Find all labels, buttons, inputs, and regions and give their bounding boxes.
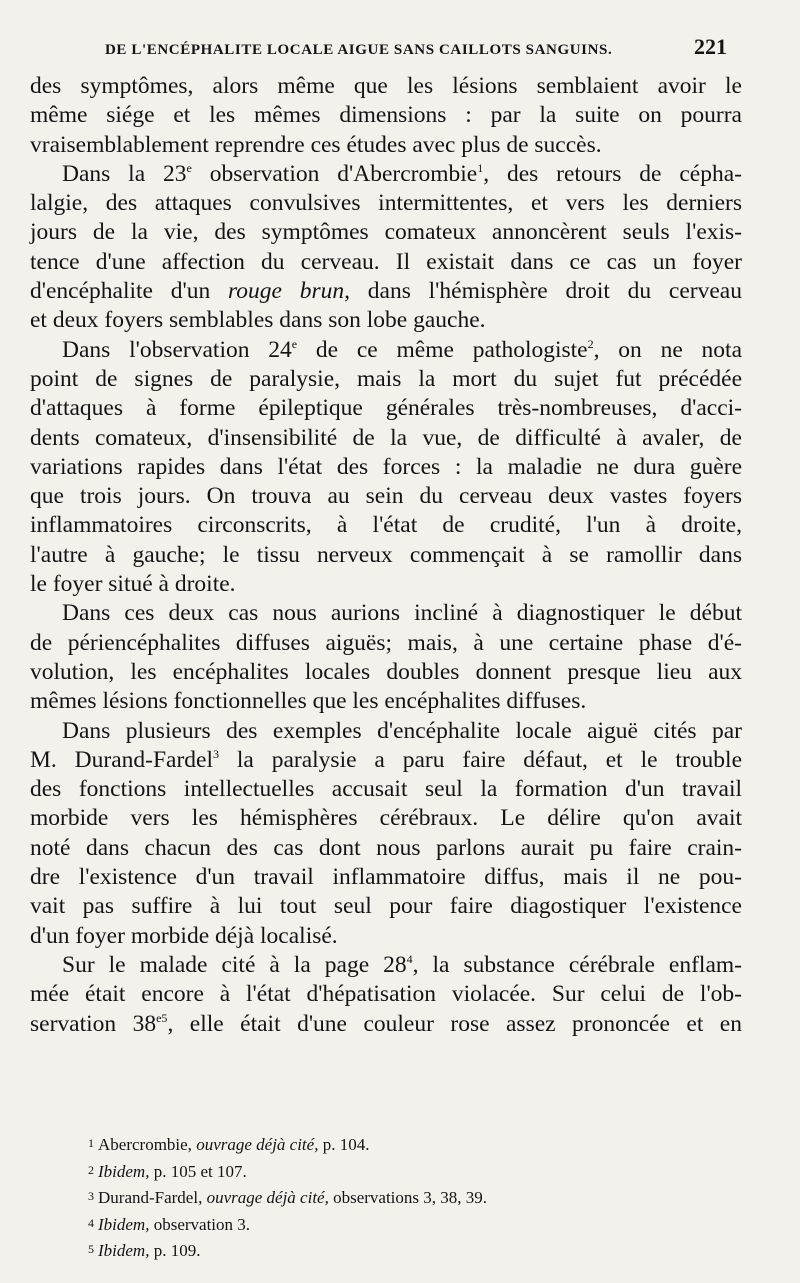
text-run: M. Durand-Fardel [30, 746, 213, 773]
text-run: observation d'Abercrombie [191, 160, 478, 187]
text-run: tence d'une affection du cerveau. Il existait dans ce cas un foyer [30, 248, 742, 275]
text-run: noté dans chacun des cas dont nous parlons aurait pu faire crain- [30, 834, 742, 861]
footnote-ref: 1 [477, 160, 484, 175]
footnote [88, 1131, 748, 1158]
text-run: Durand-Fardel, [98, 1188, 207, 1207]
text-run: , elle était d'une couleur rose assez prononcée et en [167, 1010, 742, 1037]
text-line [30, 599, 742, 628]
italic-text: ouvrage déjà cité, [196, 1135, 319, 1154]
text-line [30, 482, 742, 511]
text-run: vait pas suffire à lui tout seul pour faire diagostiquer l'existence [30, 893, 742, 920]
text-line [30, 863, 742, 892]
text-run: , on ne nota [593, 336, 742, 363]
page-header [105, 34, 727, 60]
text-line [30, 1010, 742, 1039]
text-run: , des retours de cépha- [483, 160, 742, 187]
text-line [30, 365, 742, 394]
text-run: Dans ces deux cas nous aurions incliné à diagnostiquer le début [62, 600, 742, 627]
text-line [30, 277, 742, 306]
text-line [30, 336, 742, 365]
footnote-ref: 3 [213, 746, 219, 761]
text-run: la paralysie a paru faire défaut, et le trouble [219, 746, 742, 773]
text-run: Dans plusieurs des exemples d'encéphalite locale aiguë cités par [62, 717, 742, 744]
text-line [30, 306, 742, 335]
text-line [30, 717, 742, 746]
italic-text: Ibidem, [98, 1214, 150, 1234]
italic-text: rouge brun, [228, 278, 351, 305]
text-run: morbide vers les hémisphères cérébraux. Le délire qu'on avait [30, 805, 742, 832]
footnote [88, 1184, 748, 1211]
text-line [30, 394, 742, 423]
text-run: volution, les encéphalites locales doubles donnent presque lieu aux [30, 658, 742, 685]
text-line [30, 541, 742, 570]
text-line [30, 775, 742, 804]
italic-text: ouvrage déjà cité, [206, 1188, 329, 1207]
footnote-mark: 5 [88, 1242, 94, 1256]
text-run: jours de la vie, des symptômes comateux annoncèrent seuls l'exis- [30, 219, 742, 246]
text-line [30, 922, 742, 951]
text-line [30, 658, 742, 687]
text-run: , la substance cérébrale enflam- [412, 951, 742, 978]
text-run: dans l'hémisphère droit du cerveau [350, 278, 742, 305]
text-line [30, 804, 742, 833]
text-line [30, 892, 742, 921]
text-run: et deux foyers semblables dans son lobe gauche. [30, 307, 486, 334]
text-run: d'encéphalite d'un [30, 278, 229, 305]
text-run: que trois jours. On trouva au sein du cerveau deux vastes foyers [30, 483, 742, 510]
footnote-ref: e [291, 336, 298, 351]
text-line [30, 511, 742, 540]
text-run: p. 109. [149, 1241, 201, 1260]
text-run: même siége et les mêmes dimensions : par la suite on pourra [30, 102, 742, 129]
text-line [30, 687, 742, 716]
text-run: d'un foyer morbide déjà localisé. [30, 922, 338, 949]
footnote-mark: 2 [88, 1162, 94, 1177]
text-line [30, 72, 742, 101]
footnote [88, 1211, 748, 1238]
text-run: point de signes de paralysie, mais la mort du sujet fut précédée [30, 365, 742, 392]
text-run: p. 104. [318, 1135, 370, 1154]
italic-text: Ibidem, [98, 1241, 150, 1260]
text-run: observation 3. [149, 1214, 251, 1234]
text-run: mêmes lésions fonctionnelles que les encéphalites diffuses. [30, 688, 587, 715]
text-run: inflammatoires circonscrits, à l'état de crudité, l'un à droite, [30, 512, 742, 539]
text-line [30, 248, 742, 277]
text-run: des symptômes, alors même que les lésions semblaient avoir le [30, 73, 742, 99]
text-line [30, 131, 742, 160]
text-line [30, 629, 742, 658]
footnote [88, 1158, 748, 1185]
footnote-mark: 1 [88, 1136, 94, 1150]
text-run: l'autre à gauche; le tissu nerveux commençait à se ramollir dans [30, 541, 742, 568]
footnote [88, 1237, 748, 1264]
text-run: observations 3, 38, 39. [328, 1188, 488, 1207]
footnotes [88, 1131, 748, 1264]
text-line [30, 951, 742, 980]
text-line [30, 218, 742, 247]
text-line [30, 746, 742, 775]
text-run: lalgie, des attaques convulsives intermittentes, et vers les derniers [30, 190, 742, 217]
text-run: dents comateux, d'insensibilité de la vue, de difficulté à avaler, de [30, 424, 742, 451]
body-text [30, 72, 742, 1039]
text-run: d'attaques à forme épileptique générales très-nombreuses, d'acci- [30, 395, 742, 422]
text-run: le foyer situé à droite. [30, 571, 236, 598]
footnote-ref: e [186, 160, 192, 175]
text-line [30, 160, 742, 189]
footnote-ref: 2 [587, 336, 594, 351]
running-head: DE L'ENCÉPHALITE LOCALE AIGUE SANS CAILLOTS SANGUINS. [105, 42, 613, 58]
text-run: servation 38 [30, 1010, 157, 1037]
text-line [30, 834, 742, 863]
text-run: variations rapides dans l'état des forces : la maladie ne dura guère [30, 453, 742, 480]
text-run: vraisemblablement reprendre ces études avec plus de succès. [30, 131, 602, 158]
footnote-ref: 4 [406, 951, 413, 966]
text-line [30, 980, 742, 1009]
footnote-mark: 4 [88, 1215, 94, 1230]
text-run: de périencéphalites diffuses aiguës; mais, à une certaine phase d'é- [30, 629, 742, 656]
footnote-ref: e5 [156, 1010, 168, 1025]
text-run: dre l'existence d'un travail inflammatoire diffus, mais il ne pou- [30, 864, 742, 891]
text-run: des fonctions intellectuelles accusait seul la formation d'un travail [30, 776, 742, 803]
text-run: Dans l'observation 24 [62, 336, 292, 363]
text-line [30, 101, 742, 130]
text-line [30, 189, 742, 218]
text-run: p. 105 et 107. [149, 1161, 247, 1181]
text-run: mée était encore à l'état d'hépatisation violacée. Sur celui de l'ob- [30, 981, 742, 1008]
text-line [30, 453, 742, 482]
italic-text: Ibidem, [98, 1161, 150, 1181]
page-number: 221 [694, 34, 727, 59]
footnote-mark: 3 [88, 1189, 94, 1203]
text-run: Abercrombie, [98, 1135, 197, 1154]
text-line [30, 424, 742, 453]
text-line [30, 570, 742, 599]
text-run: Sur le malade cité à la page 28 [62, 951, 407, 978]
text-run: Dans la 23 [62, 160, 187, 187]
text-run: de ce même pathologiste [297, 336, 588, 363]
